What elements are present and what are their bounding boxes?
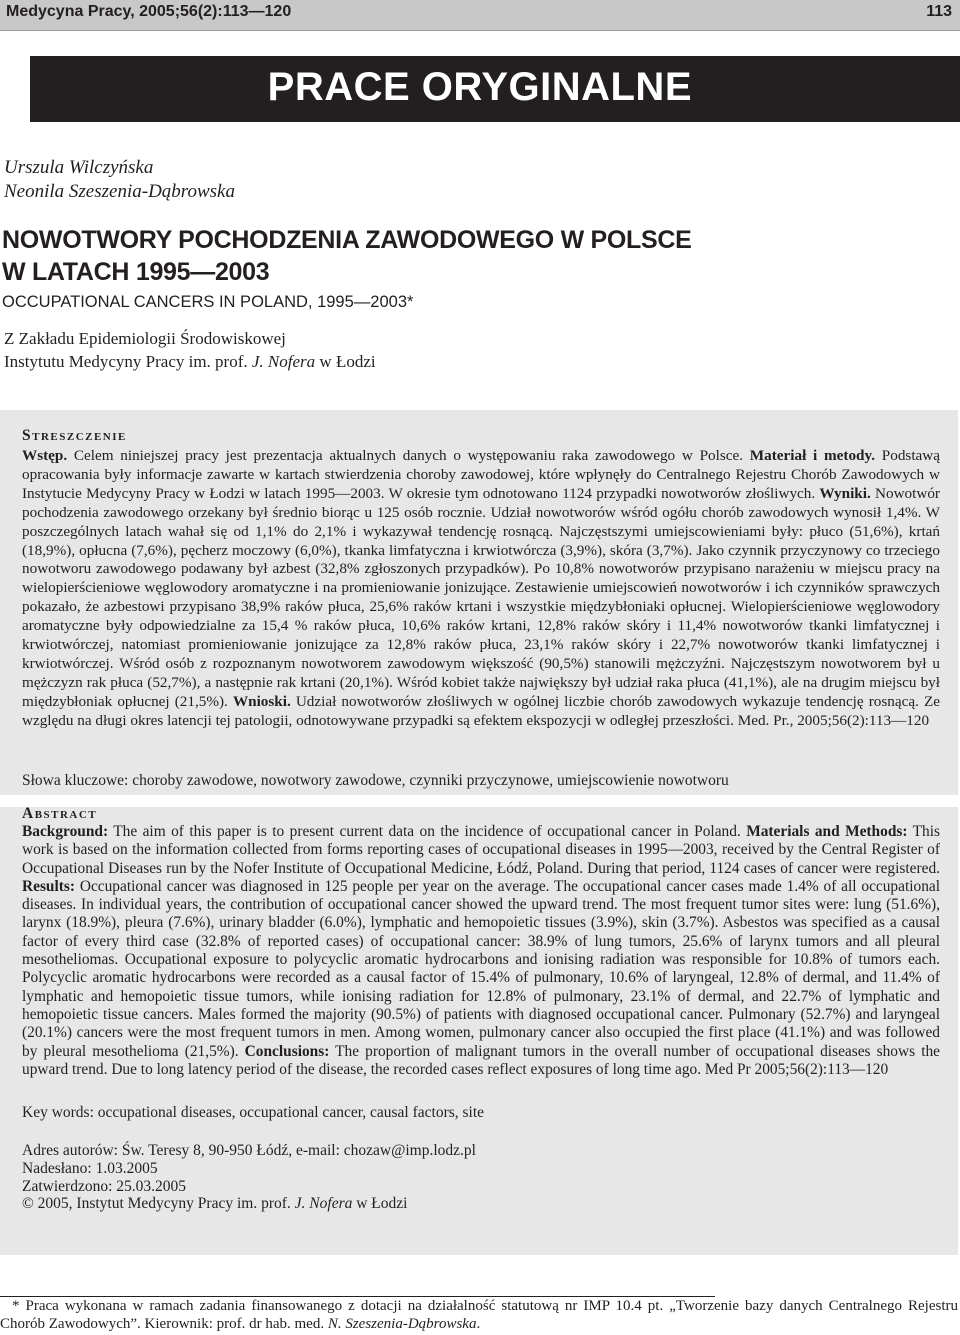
affiliation-italic: J. Nofera <box>251 352 316 371</box>
wstep-label: Wstęp. <box>22 447 68 464</box>
affiliation-prefix: Instytutu Medycyny Pracy im. prof. <box>4 352 252 371</box>
material-label: Materiał i metody. <box>749 447 876 464</box>
abstract-heading: Abstract <box>22 805 98 822</box>
section-banner <box>30 56 960 122</box>
affiliation-line-2 <box>4 350 376 373</box>
slowa-kluczowe: Słowa kluczowe: choroby zawodowe, nowotwory zawodowe, czynniki przyczynowe, umiejscowienie nowotworu <box>22 772 729 789</box>
affiliation-suffix: w Łodzi <box>315 352 376 371</box>
copyright-prefix: © 2005, Instytut Medycyny Pracy im. prof. <box>22 1195 295 1213</box>
methods-label: Materials and Methods: <box>746 823 908 840</box>
wnioski-label: Wnioski. <box>232 692 291 710</box>
streszczenie-heading: Streszczenie <box>22 427 127 444</box>
wyniki-label: Wyniki. <box>819 484 871 502</box>
footnote <box>0 1298 958 1333</box>
article-title-polish <box>2 224 692 288</box>
section-banner-label: PRACE ORYGINALNE <box>267 65 692 109</box>
author-2: Neonila Szeszenia-Dąbrowska <box>4 181 235 202</box>
conclusions-text: The proportion of malignant tumors in the overall number of occupational diseases shows the upward trend. Due to long latency period of the disease, the recorded cases reflect exposures of long time ago. Med Pr 2005;56(2):113—120 <box>22 1042 940 1078</box>
key-words: Key words: occupational diseases, occupational cancer, causal factors, site <box>22 1104 485 1121</box>
affiliation-line-1: Z Zakładu Epidemiologii Środowiskowej <box>4 329 286 348</box>
contact-info <box>22 1142 476 1213</box>
author-1: Urszula Wilczyńska <box>4 157 154 178</box>
running-head <box>0 0 960 31</box>
background-text: The aim of this paper is to present current data on the incidence of occupational cancer in Poland. <box>108 823 747 840</box>
wyniki-text: Nowotwór pochodzenia zawodowego orzekany był średnio biorąc u 125 osób rocznie. Udział nowotworów wśród ogółu chorób zawodowych wynosił 1,4%. W poszczególnych latach wahał się od 1,1% do 2,1% i wykazywał tendencję rosnącą. Najczęstszymi umiejscowieniami były: płuco (51,6%), krtań (18,9%), opłucna (7,6%), pęcherz moczowy (6,0%), tkanka limfatyczna i krwiotwórcza (3,9%), skóra (3,7%). Jako czynnik przyczynowy co trzeciego nowotworu zawodowego podawany był azbest (32,8% zgłoszonych przypadków). Po 10,8% nowotworów przypisano narażeniu w miejscu pracy na wielopierścieniowe węglowodory aromatyczne i na promieniowanie jonizujące. Zestawienie umiejscowień nowotworów i ich czynników sprawczych pokazało, że azbestowi przypisano 38,9% raków płuca, 25,6% raków krtani i wszystkie międzybłoniaki opłucnej. Wielopierścieniowe węglowodory aromatyczne były odpowiedzialne za 15,4 % raków płuca, 10,6% raków krtani, 12,8% raków skóry i 11,4% nowotworów tkanki limfatycznej i krwiotwórczej, natomiast promieniowanie jonizujące za 12,8% raków płuca, 23,1% raków skóry i 22,7% nowotworów tkanki limfatycznej i krwiotwórczej. Wśród osób z rozpoznanym nowotworem zawodowym większość (90,5%) stanowili mężczyźni. Najczęstszym nowotworem był u mężczyzn rak płuca (52,7%), a następnie rak krtani (20,1%). Wśród kobiet także największy był udział raka płuca (41,1%), ale na drugim miejscu był międzybłoniak opłucnej (21,5%). <box>22 484 940 710</box>
article-title-english: OCCUPATIONAL CANCERS IN POLAND, 1995—2003* <box>2 293 414 311</box>
affiliation <box>4 327 376 373</box>
journal-citation: Medycyna Pracy, 2005;56(2):113—120 <box>6 3 292 20</box>
abstract-body <box>22 823 940 1079</box>
copyright-suffix: w Łodzi <box>352 1195 408 1213</box>
copyright-italic: J. Nofera <box>294 1195 353 1213</box>
results-label: Results: <box>22 877 76 895</box>
methods-text: This work is based on the information collected from forms reporting cases of occupational diseases in 1995—2003, received by the Central Register of Occupational Diseases run by the Nofer Institute of Occupational Medicine, Łódź, Poland. During that period, 1124 cases of cancer were registered. <box>22 823 940 877</box>
submitted-date: Nadesłano: 1.03.2005 <box>22 1159 158 1177</box>
background-label: Background: <box>22 823 109 840</box>
results-text: Occupational cancer was diagnosed in 125 people per year on the average. The occupational cancer cases made 1.4% of all occupational diseases. In individual years, the contribution of occupational cancer showed the upward trend. The most frequent tumor sites were: lung (51.6%), larynx (18.9%), pleura (7.6%), urinary bladder (6.0%), lymphatic and hemopoietic tissues (3.9%), skin (3.7%). Asbestos was specified as a causal factor of every third case (32.8% of reported cases) of occupational cancer: 38.9% of lung tumors, 25.6% of larynx tumors and all pleural mesotheliomas. Occupational exposure to polycyclic aromatic hydrocarbons and ionising radiation was responsible for 10.8% of tumors each. Polycyclic aromatic hydrocarbons were recorded as a causal factor of 15.4% of pulmonary, 10.6% of laryngeal, 12.8% of dermal, and 11.4% of lymphatic and hemopoietic tissue tumors, while ionising radiation for 12.8% of pulmonary, 23.1% of dermal, and 22.7% of lymphatic and hemopoietic tissue cancers. Males formed the majority (90.5%) of patients with diagnosed occupational cancer. Pulmonary (52.7%) and laryngeal (20.1%) cancers were the most frequent tumors in men. Among women, pulmonary cancer also occupied the first place (41.1%) and was followed by pleural mesothelioma (21,5%). <box>22 877 940 1060</box>
footnote-divider <box>0 1296 715 1297</box>
footnote-end: . <box>476 1315 481 1332</box>
copyright <box>22 1195 476 1213</box>
conclusions-label: Conclusions: <box>244 1042 330 1060</box>
material-text: Podstawą opracowania były informacje zawarte w kartach stwierdzenia choroby zawodowej, które wpłynęły do Centralnego Rejestru Chorób Zawodowych w Instytucie Medycyny Pracy w Łodzi w latach 1995—2003. W okresie tym odnotowano 1124 przypadki nowotworów złośliwych. <box>22 447 941 502</box>
page-number: 113 <box>926 3 952 20</box>
author-address: Adres autorów: Św. Teresy 8, 90-950 Łódź, e-mail: chozaw@imp.lodz.pl <box>22 1142 476 1159</box>
title-line-1: NOWOTWORY POCHODZENIA ZAWODOWEGO W POLSCE <box>2 226 692 254</box>
approved-date: Zatwierdzono: 25.03.2005 <box>22 1177 187 1195</box>
footnote-text: * Praca wykonana w ramach zadania finansowanego z dotacji na działalność statutową nr IMP 10.4 pt. „Tworzenie bazy danych Centralnego Rejestru Chorób Zawodowych”. Kierownik: prof. dr hab. med. <box>0 1298 958 1332</box>
wstep-text: Celem niniejszej pracy jest prezentacja aktualnych danych o występowaniu raka zawodowego w Polsce. <box>67 447 750 464</box>
streszczenie-body <box>22 447 940 731</box>
wnioski-text: Udział nowotworów złośliwych w ogólnej liczbie chorób zawodowych wykazuje tendencję rosnącą. Ze względu na długi okres latencji tej patologii, odnotowywane przypadki są efektem ekspozycji w odległej przeszłości. Med. Pr., 2005;56(2):113—120 <box>22 692 940 729</box>
title-line-2: W LATACH 1995—2003 <box>2 258 270 286</box>
footnote-italic: N. Szeszenia-Dąbrowska <box>327 1315 477 1332</box>
